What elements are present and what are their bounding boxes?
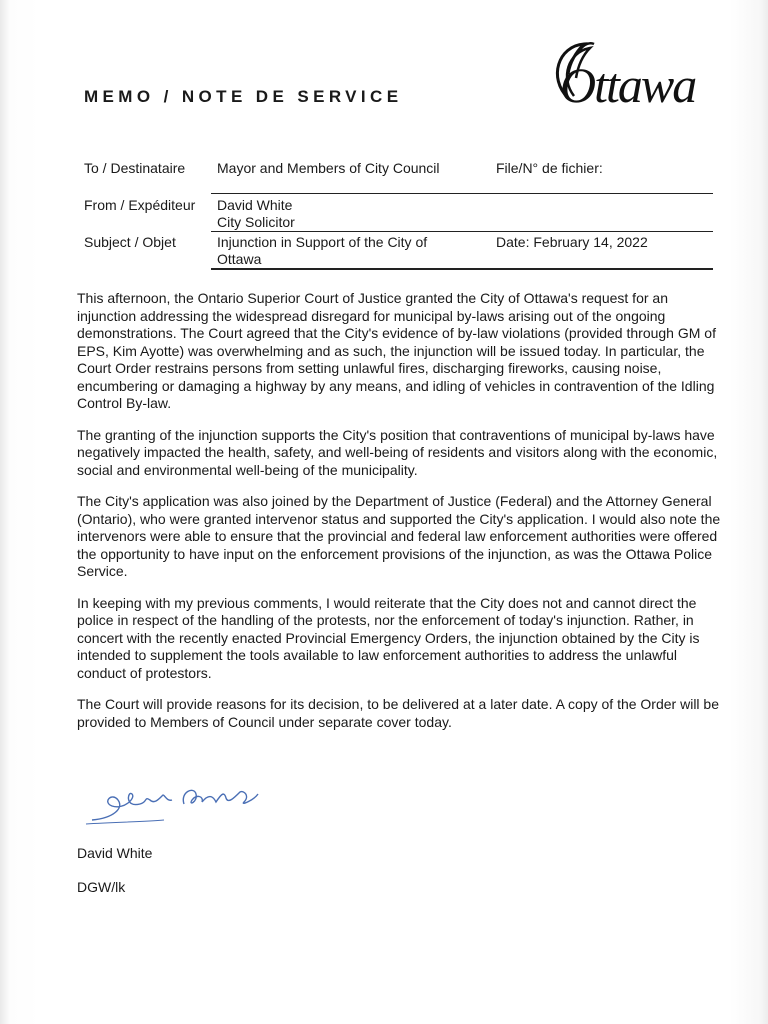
memo-title: MEMO / NOTE DE SERVICE — [84, 87, 403, 106]
header-divider — [211, 193, 713, 194]
date-label: Date: February 14, 2022 — [496, 234, 648, 250]
from-title: City Solicitor — [217, 214, 295, 230]
body-paragraph: In keeping with my previous comments, I would reiterate that the City does not and cannot direct the police in respect of the handling of the protests, nor the enforcement of today's injunction. Rather, in concert with the recently enacted Provincial Emergency Orders, the injunction obtained by the City is intended to supplement the tools available to law enforcement authorities to address the unlawful conduct of protestors. — [77, 594, 700, 681]
from-label: From / Expéditeur — [84, 197, 196, 213]
ottawa-logo-wordmark: Ottawa — [560, 57, 696, 113]
subject-label: Subject / Objet — [84, 234, 176, 250]
memo-body — [77, 290, 727, 745]
to-value: Mayor and Members of City Council — [217, 160, 440, 176]
subject-value-line1: Injunction in Support of the City of — [217, 234, 428, 250]
subject-value-line2: Ottawa — [217, 251, 262, 267]
body-paragraph: The granting of the injunction supports the City's position that contraventions of municipal by-laws have negatively impacted the health, safety, and well-being of residents and visitors along with the economic, social and environmental well-being of the municipality. — [77, 426, 718, 478]
closing-name: David White — [77, 845, 153, 861]
header-divider-bold — [211, 268, 713, 270]
from-name: David White — [217, 197, 293, 213]
closing-initials: DGW/lk — [77, 879, 126, 895]
body-paragraph: This afternoon, the Ontario Superior Court of Justice granted the City of Ottawa's request for an injunction addressing the widespread disregard for municipal by-laws arising out of the ongoing demonstrations. The Court agreed that the City's evidence of by-law violations (provided through GM of EPS, Kim Ayotte) was overwhelming and as such, the injunction will be issued today. In particular, the Court Order restrains persons from setting unlawful fires, discharging fireworks, causing noise, encumbering or damaging a highway by any means, and idling of vehicles in contravention of the Idling Control By-law. — [77, 290, 716, 411]
to-label: To / Destinataire — [84, 160, 186, 176]
body-paragraph: The Court will provide reasons for its decision, to be delivered at a later date. A copy of the Order will be provided to Members of Council under separate cover today. — [77, 696, 719, 730]
header-divider — [211, 231, 713, 232]
file-label: File/N° de fichier: — [496, 160, 603, 176]
handwritten-signature — [84, 778, 274, 828]
body-paragraph: The City's application was also joined by the Department of Justice (Federal) and the Attorney General (Ontario), who were granted intervenor status and supported the City's application. I would also note the intervenors were able to ensure that the provincial and federal law enforcement authorities were offered the opportunity to have input on the enforcement provisions of the injunction, as was the Ottawa Police Service. — [77, 493, 721, 579]
